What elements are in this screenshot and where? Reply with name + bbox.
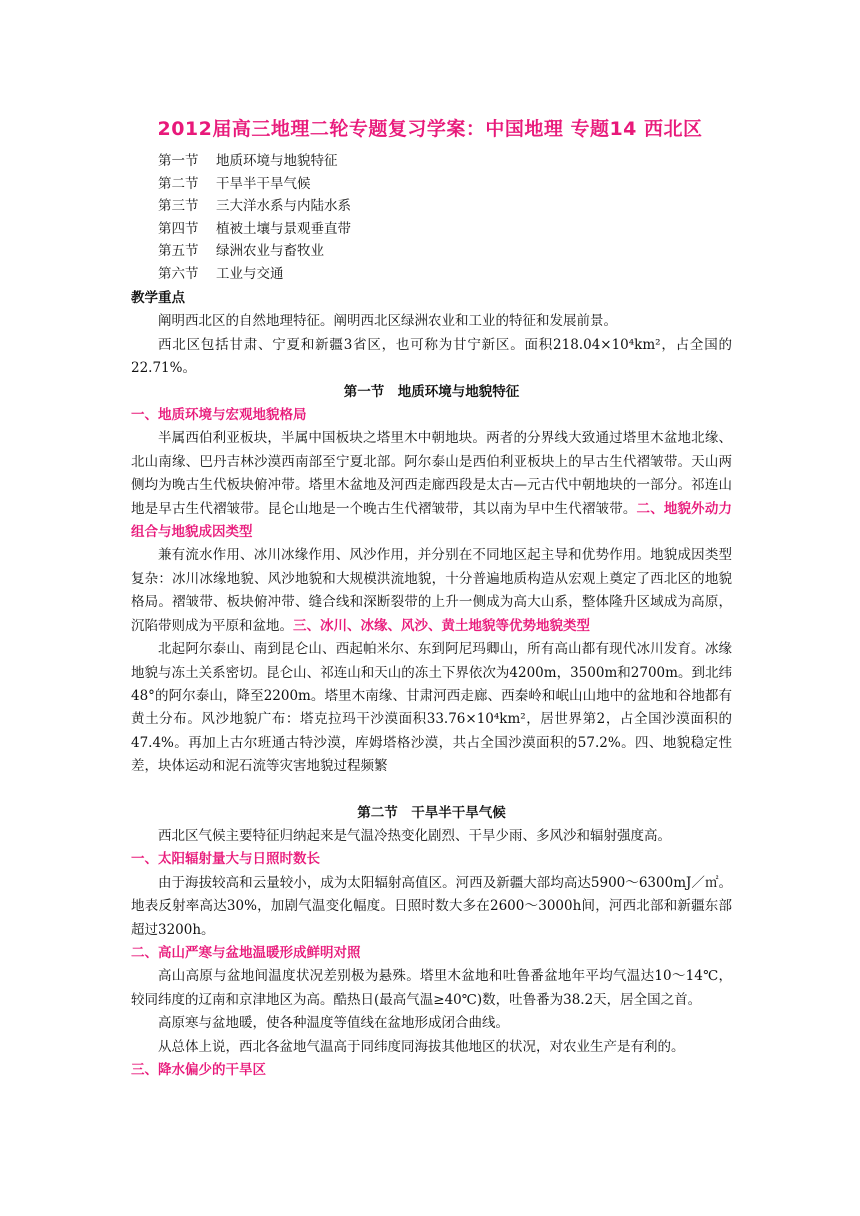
- section-1-text-3: 北起阿尔泰山、南到昆仑山、西起帕米尔、东到阿尼玛卿山，所有高山都有现代冰川发育。冰缘地貌与冻土关系密切。昆仑山、祁连山和天山的冻土下界依次为4200m，3500m和2700m。到北纬48°的阿尔泰山，降至2200m。塔里木南缘、甘肃河西走廊、西秦岭和岷山山地中的盆地和谷地都有黄土分布。风沙地貌广布：塔克拉玛干沙漠面积33.76×10⁴km²，居世界第2，占全国沙漠面积的47.4%。再加上古尔班通古特沙漠，库姆塔格沙漠，共占全国沙漠面积的57.2%。四、地貌稳定性差，块体运动和泥石流等灾害地貌过程频繁: [131, 641, 732, 775]
- toc-item-name: 植被土壤与景观垂直带: [216, 220, 351, 237]
- section-1-heading-2: 二、地貌外动力组合与地貌成因类型: [131, 500, 733, 541]
- toc-item-name: 干旱半干旱气候: [216, 175, 311, 192]
- toc-item-name: 地质环境与地貌特征: [216, 153, 338, 169]
- toc-item-number: 第二节: [158, 175, 199, 192]
- section-2-text-1: 由于海拔较高和云量较小，成为太阳辐射高值区。河西及新疆大部均高达5900～6300mJ／㎡。地表反射率高达30%，加剧气温变化幅度。日照时数大多在2600～3000h间，河西北部和新疆东部超过3200h。: [131, 874, 732, 938]
- section-2-heading-2: 二、高山严寒与盆地温暖形成鲜明对照: [131, 944, 361, 961]
- toc-item: [158, 150, 351, 173]
- toc-item-name: 三大洋水系与内陆水系: [216, 198, 351, 214]
- section-1-heading-3: 三、冰川、冰缘、风沙、黄土地貌等优势地貌类型: [293, 617, 590, 634]
- section-1-heading-1: 一、地质环境与宏观地貌格局: [131, 407, 307, 424]
- section-1-paragraph: [131, 427, 732, 544]
- section-2-summary: 西北区气候主要特征归纳起来是气温冷热变化剧烈、干旱少雨、多风沙和辐射强度高。: [158, 827, 671, 844]
- table-of-contents: [158, 150, 351, 285]
- document-body: [131, 287, 732, 1082]
- section-2-title: 第二节 干旱半干旱气候: [357, 804, 506, 821]
- toc-item: [158, 218, 351, 241]
- key-points-heading: 教学重点: [131, 290, 185, 306]
- key-points-text: 阐明西北区的自然地理特征。阐明西北区绿洲农业和工业的特征和发展前景。: [158, 313, 617, 330]
- section-2-heading-3: 三、降水偏少的干旱区: [131, 1062, 266, 1078]
- section-1-text-1: 半属西伯利亚板块，半属中国板块之塔里木中朝地块。两者的分界线大致通过塔里木盆地北缘、北山南缘、巴丹吉林沙漠西南部至宁夏北部。阿尔泰山是西伯利亚板块上的早古生代褶皱带。天山两侧均为晚古生代板块俯冲带。塔里木盆地及河西走廊西段是太古—元古代中朝地块的一部分。祁连山地是早古生代褶皱带。昆仑山地是一个晚古生代褶皱带，其以南为早中生代褶皱带。: [131, 430, 732, 517]
- toc-item: [158, 195, 351, 218]
- section-2-heading-1: 一、太阳辐射量大与日照时数长: [131, 851, 320, 868]
- toc-item-number: 第一节: [158, 153, 199, 169]
- section-1-title: 第一节 地质环境与地貌特征: [343, 383, 520, 400]
- toc-item-number: 第五节: [158, 243, 199, 259]
- section-1-text-2: 兼有流水作用、冰川冰缘作用、风沙作用，并分别在不同地区起主导和优势作用。地貌成因类型复杂：冰川冰缘地貌、风沙地貌和大规模洪流地貌，十分普遍地质构造从宏观上奠定了西北区的地貌格局。褶皱带、板块俯冲带、缝合线和深断裂带的上升一侧成为高大山系，整体隆升区域成为高原，沉陷带则成为平原和盆地。: [131, 547, 732, 634]
- toc-item-number: 第三节: [158, 198, 199, 214]
- toc-item-name: 工业与交通: [216, 265, 284, 282]
- section-1-paragraph: [131, 544, 732, 638]
- toc-item-number: 第六节: [158, 265, 199, 282]
- section-2-text-2: 高山高原与盆地间温度状况差别极为悬殊。塔里木盆地和吐鲁番盆地年平均气温达10～14℃，较同纬度的辽南和京津地区为高。酷热日(最高气温≥40℃)数，吐鲁番为38.2天，居全国之首。: [131, 968, 732, 1008]
- toc-item-number: 第四节: [158, 220, 199, 237]
- toc-item: [158, 173, 351, 196]
- toc-item: [158, 240, 351, 263]
- section-2-text-4: 从总体上说，西北各盆地气温高于同纬度同海拔其他地区的状况，对农业生产是有利的。: [158, 1038, 685, 1055]
- section-2-text-3: 高原寒与盆地暖，使各种温度等值线在盆地形成闭合曲线。: [158, 1015, 509, 1032]
- toc-item: [158, 263, 351, 286]
- toc-item-name: 绿洲农业与畜牧业: [216, 243, 324, 259]
- document-title: 2012届高三地理二轮专题复习学案：中国地理 专题14 西北区: [157, 118, 703, 140]
- intro-paragraph: 西北区包括甘肃、宁夏和新疆3省区，也可称为甘宁新区。面积218.04×10⁴km²，占全国的22.71%。: [131, 336, 732, 377]
- blank-line: [131, 779, 732, 802]
